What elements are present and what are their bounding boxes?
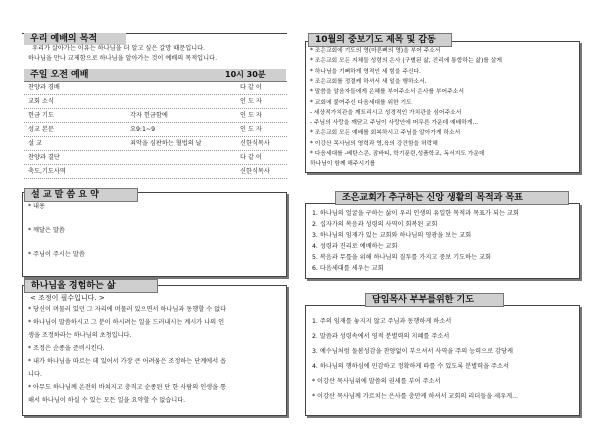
worship-row-middle: 죄악을 심판하는 혈법의 날 (130, 140, 202, 147)
experience-item: * 하나님이 말씀하시고 그 분이 하시려는 일을 드러내시는 계시가 나의 인 (28, 319, 225, 326)
pastor-prayer-item: * 이강산 목사님께 가르치는 은사를 충만케 하셔서 교회의 리더들을 세우게... (312, 393, 519, 400)
worship-row-divider (24, 108, 287, 109)
sermon-item-lord: * 주님이 주시는 말씀 (28, 251, 85, 258)
experience-item: 해서 하나님이 하실 수 있는 모든 일을 요약할 수 없습니다. (28, 397, 186, 404)
mission-title: 조은교회가 추구하는 신앙 생활의 목적과 목표 (335, 191, 569, 205)
sermon-item-content: * 내용 (28, 203, 46, 210)
prayer-topic-item: - 세상적가치관을 깨트리시고 성경적인 가치관을 심어주소서 (310, 109, 462, 116)
worship-row-leader: 신한식목사 (240, 168, 270, 175)
worship-row-label: 찬양과 결단 (28, 154, 60, 161)
sermon-item-word: * 깨달은 말씀 (28, 227, 65, 234)
worship-row-label: 헌금 기도 (28, 112, 54, 119)
prayer-topic-item: * 조은교회 모든 예배를 회복하시고 주님을 알아가게 하소서 (310, 130, 461, 137)
experience-item: * 조정은 순종을 준비시킨다. (28, 345, 105, 352)
worship-row-divider (24, 122, 287, 123)
worship-row-leader: 인 도 자 (240, 112, 262, 119)
worship-row-label: 축도,기도사역 (28, 168, 66, 175)
worship-row-middle: 요9:1~9 (130, 126, 156, 133)
prayer-topic-item: * 말씀을 알음자들에게 은혜를 부어주소서 은사를 부어주소서 (310, 89, 464, 96)
prayer-topic-item: * 교회에 붙여주신 다음세대를 위한 기도 (310, 99, 412, 106)
purpose-title: 우리 예배의 목적 (24, 33, 126, 45)
pastor-prayer-title: 담임목사 부부를위한 기도 (365, 293, 504, 307)
worship-row-middle: 각자 헌금함에 (130, 112, 168, 119)
worship-row-label: 교회 소식 (28, 98, 54, 105)
worship-row-leader: 신한식목사 (240, 140, 270, 147)
prayer-topic-item: * 조은교회에 기도의 영(마른뼈의 영)을 부어 주소서 (310, 48, 441, 54)
pastor-prayer-item: 1. 주의 임재를 놓지지 않고 주님과 동행하게 하소서 (312, 318, 452, 325)
experience-item: * 당신이 머물러 있던 그 자리에 머물러 있으면서 하나님과 동행할 수 없다 (28, 306, 227, 313)
mission-item: 1. 하나님의 얼굴을 구하는 삶이 우리 인생의 유일한 목적과 목표가 되는 교회 (312, 210, 519, 217)
mission-item: 4. 성령과 진리로 예배하는 교회 (312, 243, 398, 250)
mission-item: 6. 다음세대를 세우는 교회 (312, 265, 384, 272)
experience-item: * 아무도 하나님께 온전히 바쳐지고 충직고 순종된 단 한 사람의 인생을 통 (28, 384, 227, 391)
prayer-topic-item: * 조은교회를 정결케 하셔서 새 일을 행하소서. (310, 78, 427, 85)
prayer-topic-item: * 이강산 목사님의 영력과 영,육의 강건함을 허락해 (310, 140, 438, 147)
prayer-topic-item: 하나님이 함께 해주시기를 (310, 161, 376, 168)
experience-subtitle: < 조정이 필수입니다. > (30, 294, 105, 302)
purpose-line-1: 우리가 살아가는 이유는 하나님을 더 알고 싶은 갈망 때문입니다. (32, 45, 206, 52)
worship-divider (24, 81, 287, 82)
mission-item: 5. 복음과 무릎을 위해 하나님의 질투를 가지고 중보 기도하는 교회 (312, 254, 492, 261)
worship-row-divider (24, 150, 287, 151)
experience-title: 하나님을 경험하는 삶 (24, 279, 158, 293)
worship-row-divider (24, 164, 287, 165)
pastor-prayer-item: * 이강산 목사님위에 말씀의 권세를 부어 주소서 (312, 378, 441, 385)
prayer-topic-item: * 조은교회 모든 지체들 성령의 은사 (구별된 삶, 진리에 통합하는 삶)를 살게 (310, 58, 502, 65)
worship-row-leader: 다 같 이 (240, 84, 262, 91)
sermon-title: 설 교 말 씀 요 약 (24, 188, 138, 202)
pastor-prayer-item: 2. 말씀과 성령속에서 영적 분별력의 지혜를 주소서 (312, 333, 450, 340)
worship-row-divider (24, 94, 287, 95)
experience-item: 생을 조정하라는 하나님의 초청입니다. (28, 332, 132, 339)
worship-time: 10시 30분 (225, 70, 266, 79)
worship-row-leader: 다 같 이 (240, 154, 262, 161)
worship-row-label: 성교 본문 (28, 126, 54, 133)
worship-row-divider (24, 136, 287, 137)
experience-item: * 내가 하나님을 따르는 데 있어서 가장 큰 어려움은 조정하는 단계에서 옵 (28, 358, 227, 365)
prayer-topic-item: * 하나님을 기뻐하게 영적인 세 힘을 주신다. (310, 68, 421, 75)
worship-row-label: 찬양과 경배 (28, 84, 60, 91)
prayer-topic-item: - 주님의 사랑을 깨닫고 주님이 사랑안에 머무른 가운데 예배하게... (310, 120, 478, 127)
mission-item: 3. 하나님의 임재가 있는 교회와 하나님의 영광을 보는 교회 (312, 232, 472, 239)
prayer-topic-item: * 다음세대를 -베탄스콘, 잠바티, 학기푼린,성품학교, 독서지도 가운데 (310, 151, 485, 157)
worship-row-leader: 인 도 자 (240, 126, 262, 133)
worship-title: 주일 오전 예배 (24, 69, 286, 81)
worship-row-label: 설 교 (28, 140, 42, 147)
worship-row-divider (24, 178, 287, 179)
experience-item: 니다. (28, 371, 42, 378)
prayer-topics-title: 10월의 중보기도 제목 및 감동 (308, 33, 452, 47)
purpose-line-2: 하나님을 만나 교제함으로 하나님을 알아가는 것이 예배의 목적입니다. (28, 55, 218, 62)
pastor-prayer-item: 4. 하나님의 행하심에 민감하고 정확하게 따를 수 있도록 분별력을 주소서 (312, 363, 509, 370)
mission-item: 2. 십자가의 복음과 성령의 사역이 회복된 교회 (312, 221, 438, 228)
pastor-prayer-item: 3. 예수님처럼 돌봄성감을 찬양없이 부으셔서 사역을 주의 능력으로 감당케 (312, 348, 513, 355)
worship-row-leader: 인 도 자 (240, 98, 262, 105)
